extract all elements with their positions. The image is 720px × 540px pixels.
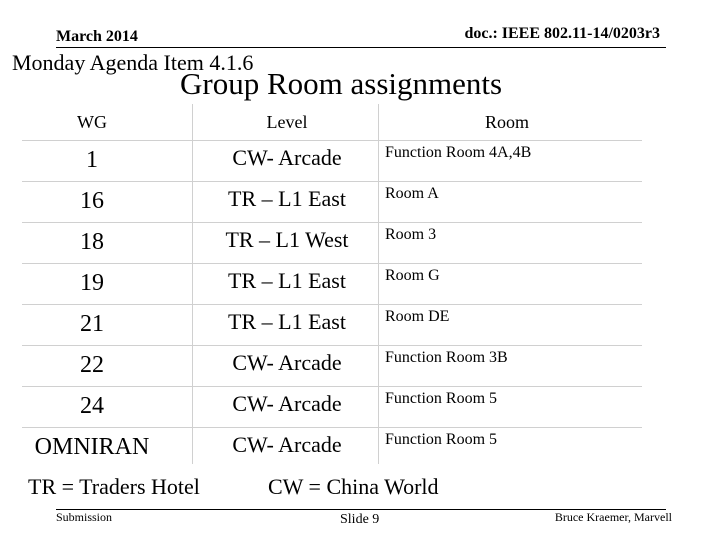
footer-submission: Submission bbox=[56, 510, 113, 524]
footer-author: Bruce Kraemer, Marvell bbox=[554, 510, 672, 524]
header-doc-id: doc.: IEEE 802.11-14/0203r3 bbox=[464, 25, 660, 42]
row-divider bbox=[22, 304, 642, 305]
column-divider bbox=[378, 104, 379, 464]
cell-room: Function Room 5 bbox=[385, 390, 498, 407]
cell-wg: 22 bbox=[80, 352, 104, 378]
cell-room: Room DE bbox=[385, 308, 450, 325]
agenda-item: Monday Agenda Item 4.1.6 bbox=[12, 50, 254, 75]
cell-level: TR – L1 West bbox=[225, 227, 349, 252]
legend-traders: TR = Traders Hotel bbox=[28, 474, 200, 499]
row-divider bbox=[22, 386, 642, 387]
cell-wg: 1 bbox=[86, 147, 98, 173]
cell-wg: OMNIRAN bbox=[34, 434, 150, 460]
cell-wg: 24 bbox=[80, 393, 104, 419]
cell-room: Function Room 4A,4B bbox=[385, 144, 532, 161]
header-wg: WG bbox=[77, 112, 107, 132]
cell-level: TR – L1 East bbox=[228, 186, 346, 211]
cell-level: TR – L1 East bbox=[228, 309, 346, 334]
cell-level: TR – L1 East bbox=[228, 268, 346, 293]
room-table bbox=[22, 104, 720, 464]
cell-room: Function Room 5 bbox=[385, 431, 498, 448]
header-rule bbox=[56, 47, 666, 48]
row-divider bbox=[22, 222, 642, 223]
row-divider bbox=[22, 427, 642, 428]
footer-slide-number: Slide 9 bbox=[340, 512, 380, 527]
row-divider bbox=[22, 345, 642, 346]
cell-level: CW- Arcade bbox=[232, 432, 342, 457]
cell-wg: 21 bbox=[80, 311, 104, 337]
cell-room: Function Room 3B bbox=[385, 349, 508, 366]
cell-room: Room A bbox=[385, 185, 439, 202]
slide-title: Group Room assignments bbox=[180, 66, 503, 101]
cell-wg: 19 bbox=[80, 270, 104, 296]
cell-room: Room G bbox=[385, 267, 440, 284]
header-level: Level bbox=[266, 112, 308, 132]
cell-wg: 18 bbox=[80, 229, 104, 255]
header-room: Room bbox=[484, 112, 529, 132]
row-divider bbox=[22, 140, 642, 141]
cell-level: CW- Arcade bbox=[232, 391, 342, 416]
column-divider bbox=[192, 104, 193, 464]
row-divider bbox=[22, 181, 642, 182]
cell-wg: 16 bbox=[80, 188, 104, 214]
row-divider bbox=[22, 263, 642, 264]
cell-level: CW- Arcade bbox=[232, 350, 342, 375]
header-date: March 2014 bbox=[56, 28, 138, 45]
legend-china-world: CW = China World bbox=[268, 474, 439, 499]
cell-room: Room 3 bbox=[385, 226, 437, 243]
cell-level: CW- Arcade bbox=[232, 145, 342, 170]
